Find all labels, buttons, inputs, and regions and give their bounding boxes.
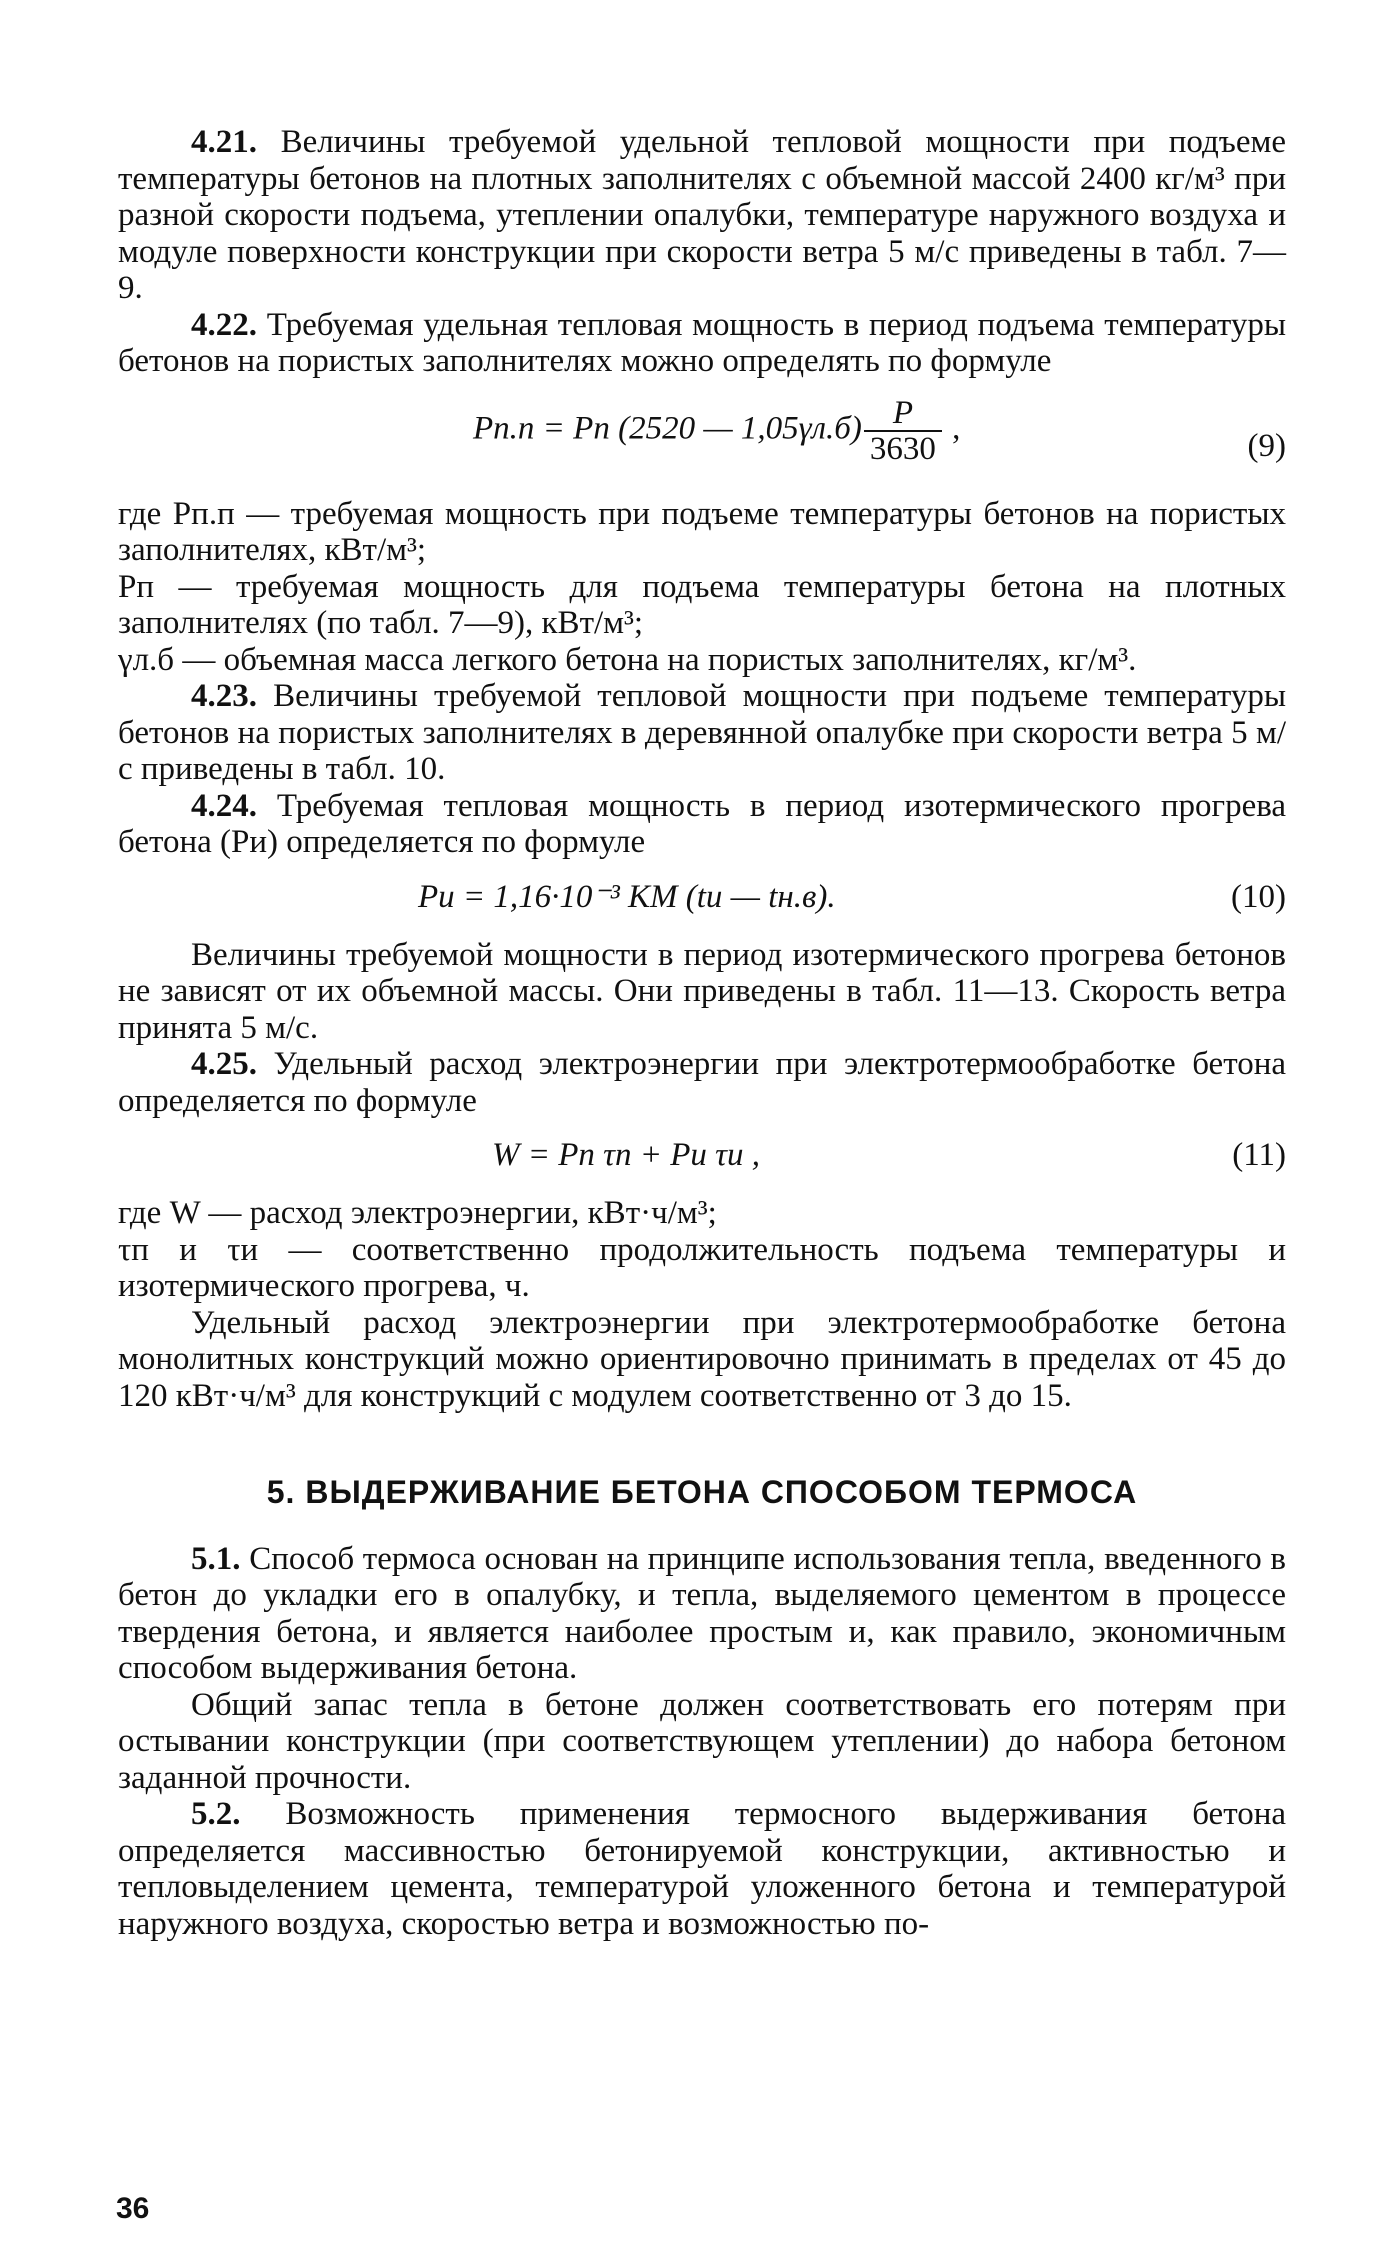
definition-line: где W — расход электроэнергии, кВт·ч/м³; <box>118 1195 717 1231</box>
definition-line: τп и τи — соответственно продолжительность подъема температуры и изотермического прогрева, ч. <box>118 1231 1286 1304</box>
paragraph-4-25-continued: Удельный расход электроэнергии при электротермообработке бетона монолитных конструкций можно ориентировочно принимать в пределах от 45 до 120 кВт·ч/м³ для конструкций с модулем соответственно от 3 до 15. <box>118 1304 1286 1414</box>
definition-line: где Pп.п — требуемая мощность при подъеме температуры бетонов на пористых заполнителях, кВт/м³; <box>118 495 1286 568</box>
formula-tail: , <box>943 410 961 447</box>
paragraph-4-22 <box>118 307 1286 380</box>
paragraph-4-21 <box>118 124 1286 307</box>
formula-expression: W = Pп τп + Pи τи , <box>492 1137 760 1173</box>
formula-expression <box>473 396 960 466</box>
paragraph-text: Величины требуемой удельной тепловой мощности при подъеме температуры бетонов на плотных заполнителях с объемной массой 2400 кг/м³ при разной скорости подъема, утеплении опалубки, температуре наружного воздуха и модуле поверхности конструкции при скорости ветра 5 м/с приведены в табл. 7—9. <box>118 124 1287 306</box>
paragraph-text: Величины требуемой тепловой мощности при подъеме температуры бетонов на пористых заполнителях в деревянной опалубке при скорости ветра 5 м/с приведены в табл. 10. <box>118 678 1287 787</box>
paragraph-5-2 <box>118 1796 1286 1942</box>
paragraph-text: Возможность применения термосного выдерживания бетона определяется массивностью бетонируемой конструкции, активностью и тепловыделением цемента, температурой уложенного бетона и температурой наружного воздуха, скоростью ветра и возможностью по- <box>118 1796 1287 1942</box>
paragraph-4-25 <box>118 1046 1286 1119</box>
paragraph-5-1 <box>118 1541 1286 1687</box>
fraction-numerator: P <box>864 396 942 432</box>
paragraph-4-24 <box>118 788 1286 861</box>
paragraph-4-24-continued: Величины требуемой мощности в период изотермического прогрева бетонов не зависят от их объемной массы. Они приведены в табл. 11—13. Скорость ветра принята 5 м/с. <box>118 936 1286 1046</box>
formula-11 <box>118 1125 1286 1187</box>
paragraph-text: Требуемая удельная тепловая мощность в период подъема температуры бетонов на пористых заполнителях можно определять по формуле <box>118 306 1287 379</box>
formula-10 <box>118 867 1286 929</box>
formula-fraction <box>864 396 942 466</box>
page-body <box>118 124 1286 1942</box>
paragraph-number: 4.24. <box>191 787 257 824</box>
definition-line: γл.б — объемная масса легкого бетона на пористых заполнителях, кг/м³. <box>118 641 1137 678</box>
paragraph-text: Требуемая тепловая мощность в период изотермического прогрева бетона (Pи) определяется по формуле <box>118 787 1287 860</box>
paragraph-number: 5.1. <box>191 1540 241 1577</box>
paragraph-text: Способ термоса основан на принципе использования тепла, введенного в бетон до укладки его в опалубку, и тепла, выделяемого цементом в процессе твердения бетона, и является наиболее простым и, как правило, экономичным способом выдерживания бетона. <box>118 1540 1286 1686</box>
paragraph-number: 5.2. <box>191 1796 241 1832</box>
paragraph-5-1-continued: Общий запас тепла в бетоне должен соответствовать его потерям при остывании конструкции (при соответствующем утеплении) до набора бетоном заданной прочности. <box>118 1686 1286 1796</box>
formula-number: (11) <box>1232 1137 1286 1173</box>
fraction-denominator: 3630 <box>869 430 936 467</box>
paragraph-text: Удельный расход электроэнергии при электротермообработке бетона определяется по формуле <box>118 1046 1286 1119</box>
formula-expression: Pи = 1,16·10⁻³ KM (tи — tн.в). <box>418 878 836 915</box>
paragraph-number: 4.23. <box>191 678 257 714</box>
section-heading: 5. ВЫДЕРЖИВАНИЕ БЕТОНА СПОСОБОМ ТЕРМОСА <box>266 1474 1138 1510</box>
formula-9 <box>118 388 1286 488</box>
formula-lhs: Pп.п = Pп (2520 — 1,05γл.б) <box>473 410 862 447</box>
paragraph-4-23 <box>118 678 1286 788</box>
definition-line: Pп — требуемая мощность для подъема температуры бетона на плотных заполнителях (по табл. 7—9), кВт/м³; <box>118 568 1286 641</box>
formula-number: (10) <box>1231 878 1286 915</box>
formula-number: (9) <box>1247 427 1286 464</box>
paragraph-number: 4.21. <box>191 124 257 160</box>
paragraph-number: 4.25. <box>191 1046 257 1082</box>
paragraph-number: 4.22. <box>191 306 257 343</box>
page-number: 36 <box>116 2192 150 2225</box>
